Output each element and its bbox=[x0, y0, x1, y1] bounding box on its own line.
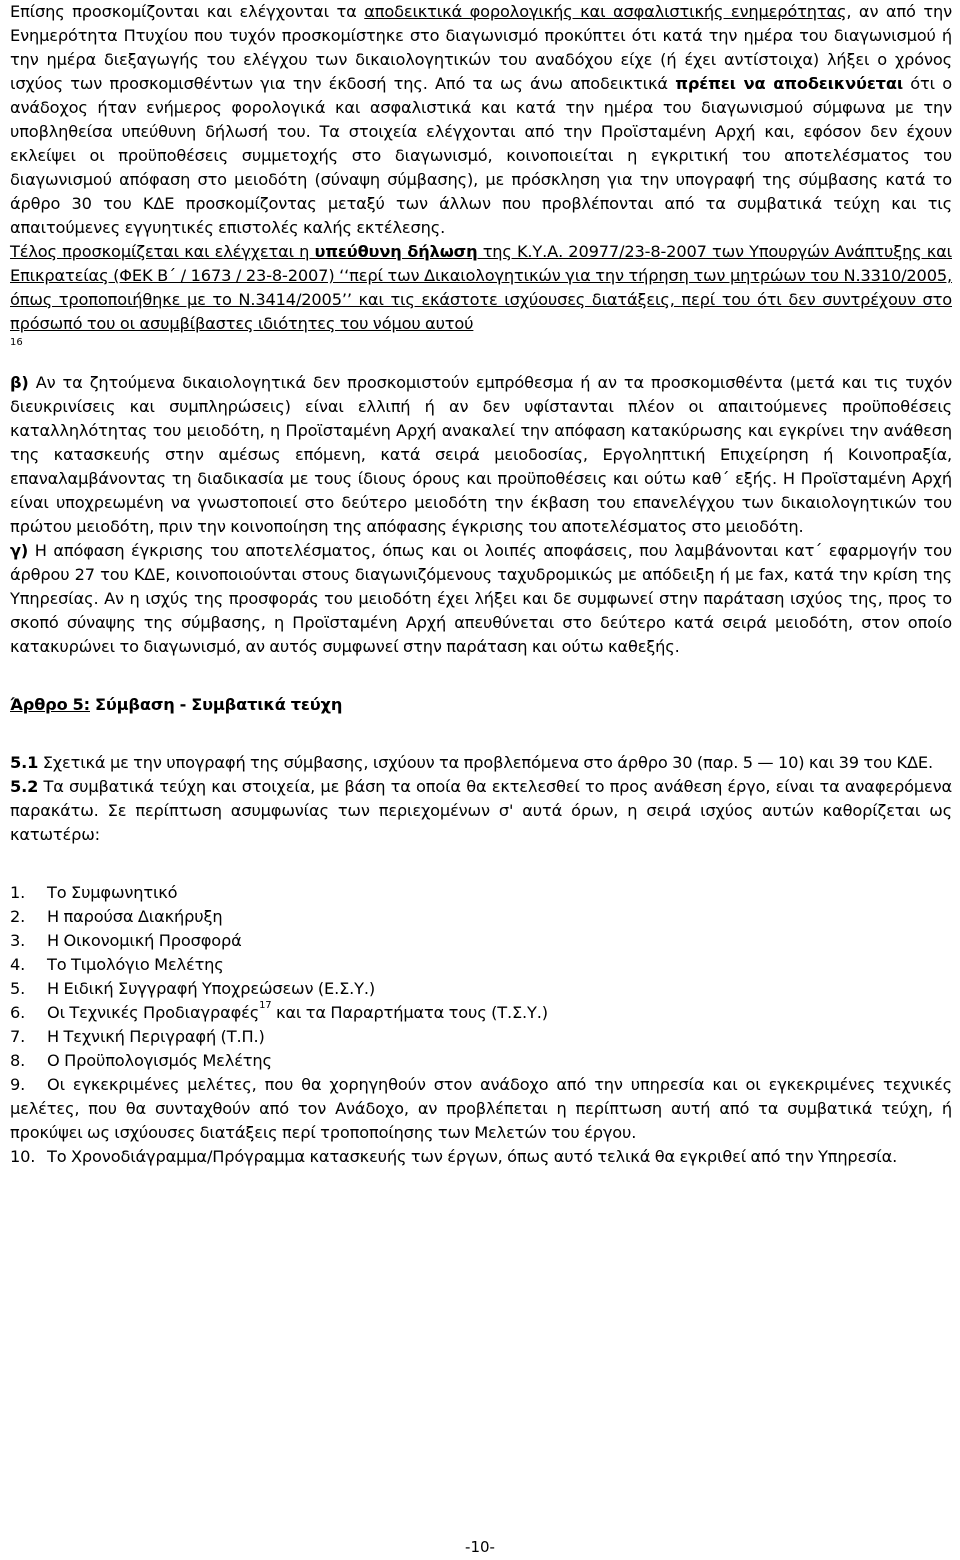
paragraph-5-2 bbox=[10, 775, 952, 847]
text-run: της Κ.Υ.Α. 20977/23-8-2007 των Υπουργών Ανάπτυξης και Επικρατείας (ΦΕΚ Β΄ / 1673 / 23-8-2007) ‘‘περί των Δικαιολογητικών για την τήρηση των μητρώων του Ν.3310/2005, όπως τροποποιήθηκε με το Ν.3414/2005’’ και τις εκάστοτε ισχύουσες διατάξεις, περί του ότι δεν συντρέχουν στο πρόσωπό του οι ασυμβίβαστες ιδιότητες του νόμου αυτού bbox=[10, 242, 952, 333]
text-run: Επίσης προσκομίζονται και ελέγχονται τα bbox=[10, 2, 365, 21]
list-text: Η Τεχνική Περιγραφή (Τ.Π.) bbox=[47, 1027, 265, 1046]
text-run: Σχετικά με την υπογραφή της σύμβασης, ισχύουν τα προβλεπόμενα στο άρθρο 30 (παρ. 5 — 10) και 39 του ΚΔΕ. bbox=[38, 753, 933, 772]
list-number: 1. bbox=[10, 883, 26, 902]
bold-phrase: υπεύθυνη δήλωση bbox=[314, 242, 478, 261]
text-run: , αν από την Ενημερότητα Πτυχίου που τυχόν προσκομίστηκε στο διαγωνισμό προκύπτει ότι κατά την ημέρα του διαγωνισμού ή την ημέρα διεξαγωγής του ελέγχου των δικαιολογητικών του αναδόχου είχε (ή έχει αντίστοιχα) λήξει ο χρόνος ισχύος των προσκομισθέντων για την έκδοσή της. Από τα ως άνω αποδεικτικά bbox=[10, 2, 953, 93]
list-text: Οι Τεχνικές Προδιαγραφές bbox=[47, 1003, 260, 1022]
document-page bbox=[10, 0, 952, 1169]
paragraph-solemn-declaration bbox=[10, 240, 952, 336]
list-item bbox=[10, 977, 952, 1001]
footnote-marker-17: 17 bbox=[259, 1000, 272, 1011]
text-run: ότι ο ανάδοχος ήταν ενήμερος φορολογικά και ασφαλιστικά και κατά την ημέρα του διαγωνισμού σύμφωνα με την υποβληθείσα υπεύθυνη δήλωσή του. Τα στοιχεία ελέγχονται από την Προϊσταμένη Αρχή και, εφόσον δεν έχουν εκλείψει οι προϋποθέσεις συμμετοχής στο διαγωνισμό, κοινοποιείται η εγκριτική του αποτελέσματος του διαγωνισμού απόφαση στο μειοδότη (σύναψη σύμβασης), με πρόσκληση για την υπογραφή της σύμβασης κατά το άρθρο 30 του ΚΔΕ προσκομίζοντας μεταξύ των άλλων που προβλέπονται από τα συμβατικά τεύχη και τις απαιτούμενες εγγυητικές επιστολές καλής εκτέλεσης. bbox=[10, 74, 952, 237]
list-number: 3. bbox=[10, 931, 26, 950]
page-number: -10- bbox=[465, 1538, 495, 1556]
bold-phrase: πρέπει να αποδεικνύεται bbox=[675, 74, 903, 93]
list-text: Οι εγκεκριμένες μελέτες, που θα χορηγηθούν στον ανάδοχο από την υπηρεσία και οι εγκεκριμένες τεχνικές μελέτες, που θα συνταχθούν από τον Ανάδοχο, αν προβλέπεται η περίπτωση αυτή από τα συμβατικά τεύχη, ή προκύψει ως ισχύουσες διατάξεις περί τροποποίησης των Μελετών του έργου. bbox=[10, 1075, 952, 1142]
list-number: 8. bbox=[10, 1051, 26, 1070]
text-run: Τέλος προσκομίζεται και ελέγχεται η bbox=[10, 242, 315, 261]
paragraph-lead: 5.1 bbox=[10, 753, 39, 772]
list-number: 2. bbox=[10, 907, 26, 926]
list-number: 4. bbox=[10, 955, 26, 974]
list-text: Η Ειδική Συγγραφή Υποχρεώσεων (Ε.Σ.Υ.) bbox=[47, 979, 376, 998]
list-number: 6. bbox=[10, 1003, 26, 1022]
paragraph-lead: γ) bbox=[10, 541, 29, 560]
list-text: Ο Προϋπολογισμός Μελέτης bbox=[47, 1051, 272, 1070]
article-title: Σύμβαση - Συμβατικά τεύχη bbox=[90, 695, 343, 714]
paragraph-b bbox=[10, 371, 952, 539]
list-text: Η Οικονομική Προσφορά bbox=[47, 931, 242, 950]
paragraph-lead: β) bbox=[10, 373, 29, 392]
article-heading bbox=[10, 693, 952, 717]
text-run: Η απόφαση έγκρισης του αποτελέσματος, όπως και οι λοιπές αποφάσεις, που λαμβάνονται κατ΄ εφαρμογήν του άρθρου 27 του ΚΔΕ, κοινοποιούνται στους διαγωνιζόμενους ταχυδρομικώς με απόδειξη ή με fax, κατά την κρίση της Υπηρεσίας. Αν η ισχύς της προσφοράς του μειοδότη έχει λήξει και δε συμφωνεί στην παράταση ισχύος της, προς το σκοπό σύναψης της σύμβασης, η Προϊσταμένη Αρχή απευθύνεται στο δεύτερο κατά σειρά μειοδότη, στον οποίο κατακυρώνει το διαγωνισμό, αν αυτός συμφωνεί στην παράταση και ούτω καθεξής. bbox=[10, 541, 952, 656]
list-text: Το Τιμολόγιο Μελέτης bbox=[47, 955, 224, 974]
list-item bbox=[10, 1001, 952, 1025]
list-number: 9. bbox=[10, 1075, 26, 1094]
text-run: Αν τα ζητούμενα δικαιολογητικά δεν προσκομιστούν εμπρόθεσμα ή αν τα προσκομισθέντα (μετά και τις τυχόν διευκρινίσεις και συμπληρώσεις) είναι ελλιπή ή αν δεν υφίστανται πλέον οι απαιτούμενες προϋποθέσεις καταλληλότητας του μειοδότη, η Προϊσταμένη Αρχή ανακαλεί την απόφαση κατακύρωσης και εγκρίνει την ανάθεση της κατασκευής στην αμέσως επόμενη, κατά σειρά μειοδοσίας, Εργοληπτική Επιχείρηση ή Κοινοπραξία, επαναλαμβάνοντας τη διαδικασία με τους ίδιους όρους και προϋποθέσεις και ούτω καθ΄ εξής. Η Προϊσταμένη Αρχή είναι υποχρεωμένη να γνωστοποιεί στο δεύτερο μειοδότη την έκβαση του επανελέγχου των δικαιολογητικών του πρώτου μειοδότη, πριν την κοινοποίηση της απόφασης έγκρισης του αποτελέσματος στο μειοδότη. bbox=[10, 373, 952, 536]
list-item bbox=[10, 1025, 952, 1049]
underlined-phrase: αποδεικτικά φορολογικής και ασφαλιστικής ενημερότητας bbox=[364, 2, 847, 21]
list-item bbox=[10, 881, 952, 905]
list-text: Η παρούσα Διακήρυξη bbox=[47, 907, 223, 926]
article-number: Άρθρο 5: bbox=[10, 695, 90, 714]
paragraph-tax-insurance-certificates bbox=[10, 0, 952, 240]
paragraph-c bbox=[10, 539, 952, 659]
list-number: 10. bbox=[10, 1147, 36, 1166]
list-item bbox=[10, 905, 952, 929]
list-text: και τα Παραρτήματα τους (Τ.Σ.Υ.) bbox=[271, 1003, 548, 1022]
list-number: 7. bbox=[10, 1027, 26, 1046]
contract-documents-list bbox=[10, 881, 952, 1169]
list-number: 5. bbox=[10, 979, 26, 998]
text-run: Τα συμβατικά τεύχη και στοιχεία, με βάση τα οποία θα εκτελεσθεί το προς ανάθεση έργο, είναι τα αναφερόμενα παρακάτω. Σε περίπτωση ασυμφωνίας των περιεχομένων σ' αυτά όρων, η σειρά ισχύος αυτών καθορίζεται ως κατωτέρω: bbox=[10, 777, 952, 844]
list-text: Το Συμφωνητικό bbox=[47, 883, 178, 902]
footnote-marker-16: 16 bbox=[10, 337, 23, 348]
paragraph-lead: 5.2 bbox=[10, 777, 39, 796]
list-item bbox=[10, 1145, 952, 1169]
list-item bbox=[10, 1049, 952, 1073]
list-text: Το Χρονοδιάγραμμα/Πρόγραμμα κατασκευής των έργων, όπως αυτό τελικά θα εγκριθεί από την Υπηρεσία. bbox=[47, 1147, 898, 1166]
list-item bbox=[10, 929, 952, 953]
list-item bbox=[10, 953, 952, 977]
list-item bbox=[10, 1073, 952, 1145]
paragraph-5-1 bbox=[10, 751, 952, 775]
